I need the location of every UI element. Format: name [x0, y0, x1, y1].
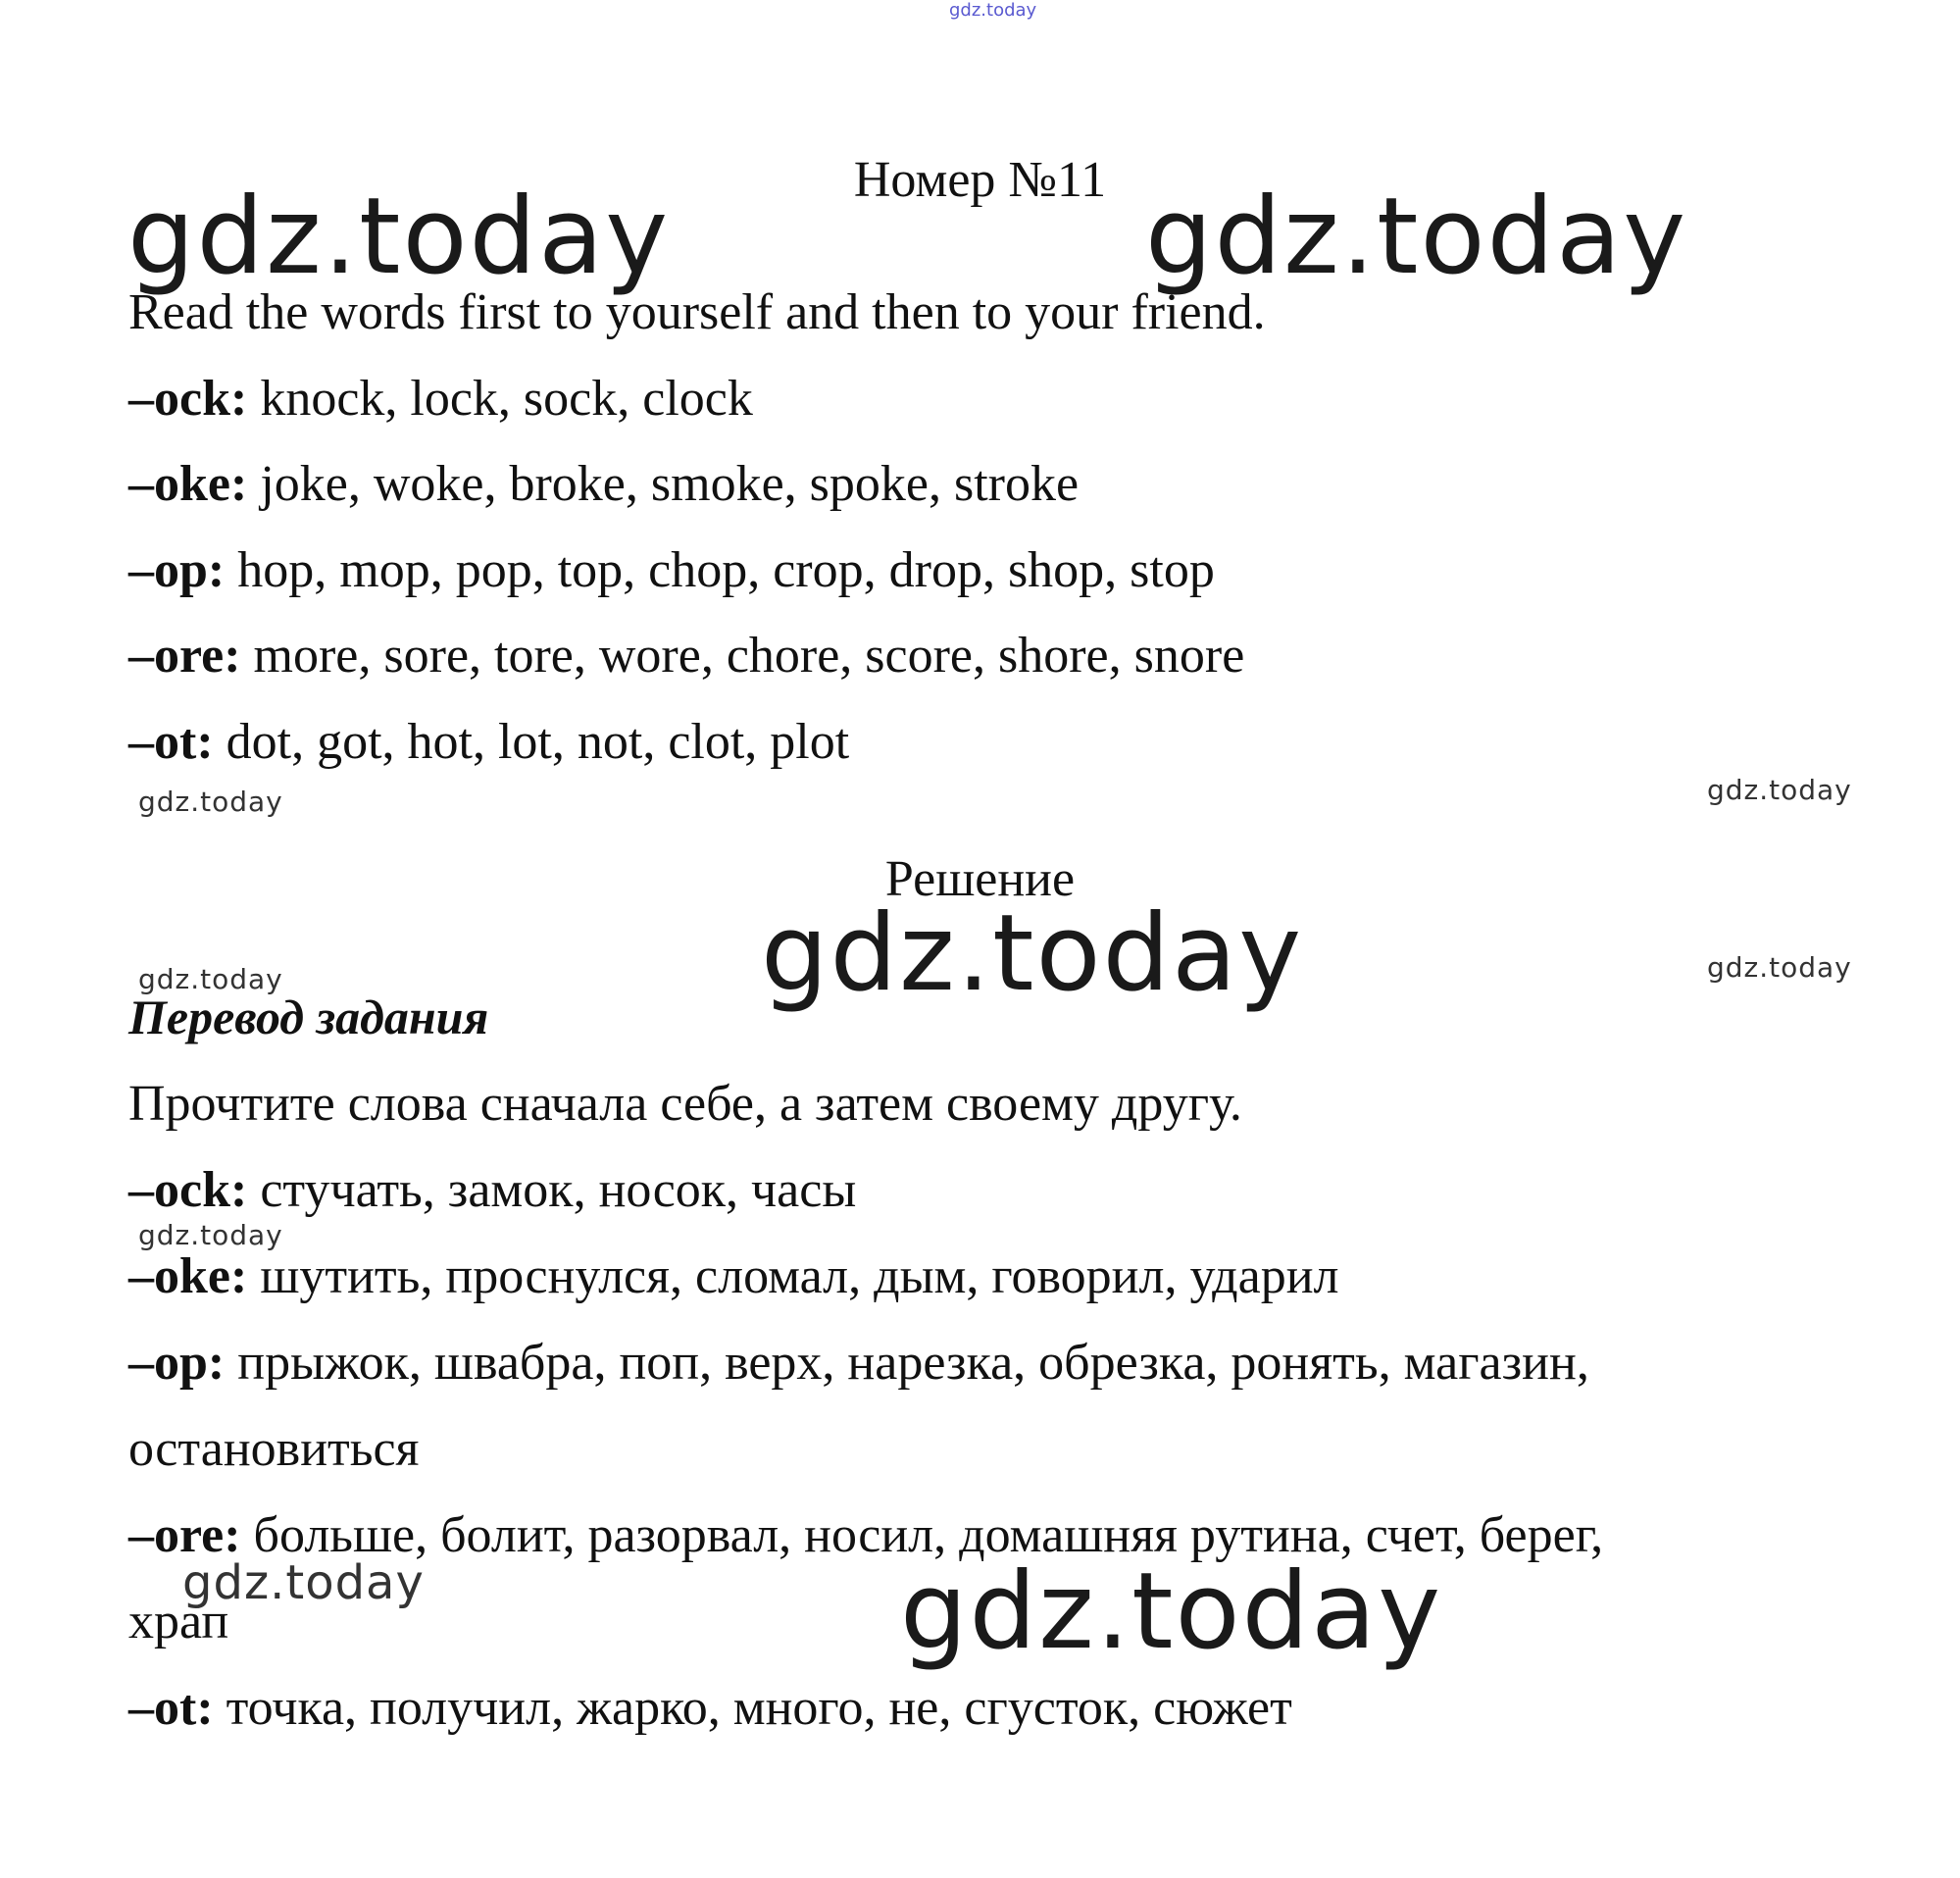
- translation-group-words: прыжок, швабра, поп, верх, нарезка, обрезка, ронять, магазин,: [237, 1335, 1589, 1391]
- word-group-suffix: –ot:: [128, 714, 214, 770]
- translation-group-words: точка, получил, жарко, много, не, сгусток, сюжет: [226, 1680, 1292, 1736]
- watermark-small: gdz.today: [138, 1219, 283, 1251]
- translation-group-ot: [128, 1680, 1292, 1736]
- translation-group-op-continuation: остановиться: [128, 1421, 420, 1477]
- watermark-small: gdz.today: [1707, 774, 1852, 806]
- translation-group-oke: [128, 1248, 1339, 1304]
- translation-group-suffix: –ot:: [128, 1680, 214, 1736]
- word-group-words: hop, mop, pop, top, chop, crop, drop, shop, stop: [237, 542, 1215, 598]
- instruction: Read the words first to yourself and then to your friend.: [128, 284, 1266, 340]
- watermark-large-right: gdz.today: [1145, 176, 1688, 298]
- word-group-op: [128, 542, 1215, 598]
- word-group-ot: [128, 714, 850, 770]
- translation-group-suffix: –ore:: [128, 1507, 241, 1563]
- word-group-suffix: –ock:: [128, 371, 248, 427]
- task-title: Номер №11: [853, 152, 1107, 208]
- watermark-top: gdz.today: [949, 0, 1037, 21]
- word-group-oke: [128, 456, 1080, 512]
- word-group-suffix: –op:: [128, 542, 226, 598]
- translation-group-words: стучать, замок, носок, часы: [260, 1162, 857, 1218]
- translation-group-suffix: –oke:: [128, 1248, 248, 1304]
- translation-group-ore-continuation: храп: [128, 1594, 229, 1650]
- word-group-ock: [128, 371, 753, 427]
- watermark-small: gdz.today: [138, 786, 283, 818]
- watermark-large-left: gdz.today: [127, 176, 671, 298]
- translation-group-ock: [128, 1162, 857, 1218]
- watermark-small: gdz.today: [1707, 951, 1852, 984]
- translation-group-op: [128, 1335, 1589, 1391]
- word-group-words: knock, lock, sock, clock: [260, 371, 753, 427]
- translation-group-ore: [128, 1507, 1604, 1563]
- watermark-large-center: gdz.today: [761, 892, 1304, 1015]
- word-group-ore: [128, 628, 1245, 684]
- watermark-small: gdz.today: [138, 963, 283, 995]
- watermark-large-bottom: gdz.today: [900, 1550, 1443, 1673]
- word-group-suffix: –oke:: [128, 456, 248, 512]
- watermark-medium: gdz.today: [182, 1555, 425, 1610]
- word-group-words: joke, woke, broke, smoke, spoke, stroke: [260, 456, 1080, 512]
- solution-title: Решение: [884, 851, 1076, 907]
- translation-group-words: шутить, проснулся, сломал, дым, говорил, ударил: [260, 1248, 1339, 1304]
- translation-group-suffix: –ock:: [128, 1162, 248, 1218]
- translation-group-suffix: –op:: [128, 1335, 226, 1391]
- translation-group-words: больше, болит, разорвал, носил, домашняя рутина, счет, берег,: [253, 1507, 1604, 1563]
- translation-instruction: Прочтите слова сначала себе, а затем своему другу.: [128, 1076, 1242, 1132]
- word-group-words: more, sore, tore, wore, chore, score, shore, snore: [253, 628, 1245, 684]
- word-group-suffix: –ore:: [128, 628, 241, 684]
- translation-title: Перевод задания: [128, 990, 489, 1044]
- word-group-words: dot, got, hot, lot, not, clot, plot: [226, 714, 850, 770]
